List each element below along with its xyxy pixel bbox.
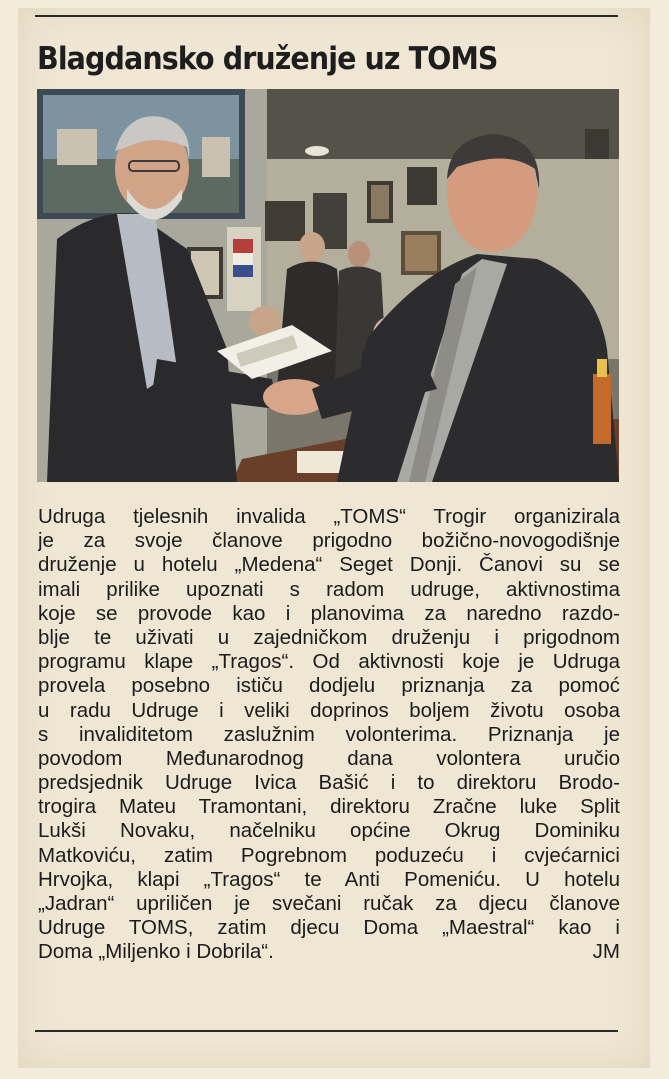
body-line: imali prilike upoznati s radom udruge, aktivnostima [38, 577, 620, 601]
article-photo [37, 89, 619, 482]
article-body [38, 505, 620, 965]
body-line: je za svoje članove prigodno božično-novogodišnje [38, 529, 620, 553]
body-line: u radu Udruge i veliki doprinos boljem životu osoba [38, 698, 620, 722]
body-line: druženje u hotelu „Medena“ Seget Donji. Čanovi su se [38, 553, 620, 577]
body-line: Lukši Novaku, načelniku općine Okrug Dominiku [38, 819, 620, 843]
bottom-rule [35, 1030, 618, 1032]
body-line: trogira Mateu Tramontani, direktoru Zračne luke Split [38, 795, 620, 819]
body-line: Udruge TOMS, zatim djecu Doma „Maestral“ kao i [38, 916, 620, 940]
body-line: Matkoviću, zatim Pogrebnom poduzeću i cvjećarnici [38, 843, 620, 867]
byline: JM [592, 940, 620, 964]
body-line: programu klape „Tragos“. Od aktivnosti koje je Udruga [38, 650, 620, 674]
body-line: povodom Međunarodnog dana volontera uručio [38, 746, 620, 770]
body-line: s invaliditetom zaslužnim volonterima. Priznanja je [38, 722, 620, 746]
body-last-line [38, 940, 620, 964]
body-line: koje se provode kao i planovima za naredno razdo- [38, 601, 620, 625]
body-line: Hrvojka, klapi „Tragos“ te Anti Pomeniću. U hotelu [38, 867, 620, 891]
body-line: provela posebno ističu dodjelu priznanja za pomoć [38, 674, 620, 698]
top-rule [35, 15, 618, 17]
body-line: Udruga tjelesnih invalida „TOMS“ Trogir organizirala [38, 505, 620, 528]
body-line: Doma „Miljenko i Dobrila“. [38, 940, 274, 964]
body-line: blje te uživati u zajedničkom druženju i prigodnom [38, 625, 620, 649]
body-line: „Jadran“ upriličen je svečani ručak za djecu članove [38, 892, 620, 915]
body-line: predsjednik Udruge Ivica Bašić i to direktoru Brodo- [38, 771, 620, 795]
headline: Blagdansko druženje uz TOMS [37, 41, 498, 77]
